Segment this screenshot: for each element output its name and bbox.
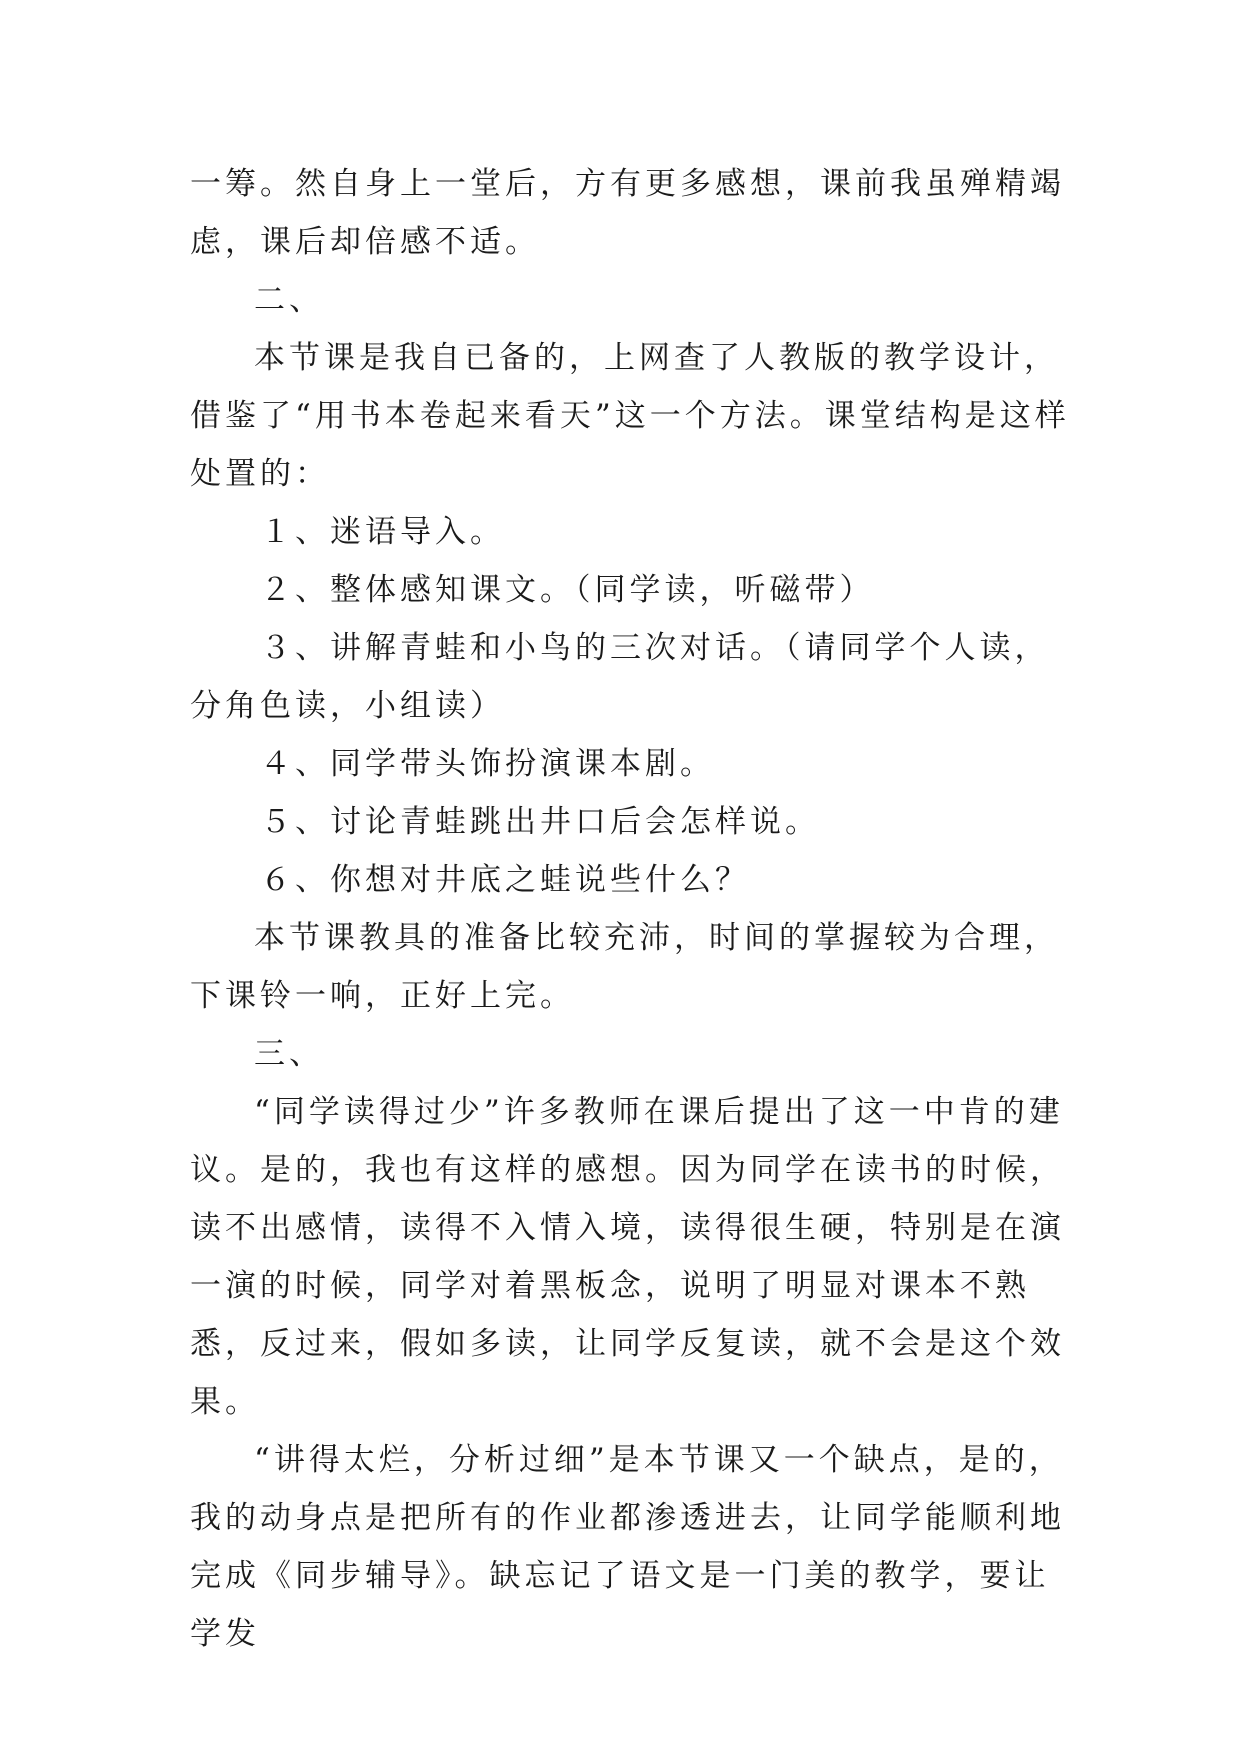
section-heading-three: 三、 — [254, 1036, 324, 1072]
paragraph-continuation: 一筹。然自身上一堂后，方有更多感想，课前我虽殚精竭虑，课后却倍感不适。 — [190, 166, 1065, 260]
paragraph-teaching-aids: 本节课教具的准备比较充沛，时间的掌握较为合理，下课铃一响，正好上完。 — [190, 920, 1059, 1014]
list-item-4: ４、同学带头饰扮演课本剧。 — [260, 746, 715, 782]
list-item-3: ３、讲解青蛙和小鸟的三次对话。（请同学个人读，分角色读，小组读） — [190, 630, 1050, 724]
paragraph-reading-too-little: “同学读得过少”许多教师在课后提出了这一中肯的建议。是的，我也有这样的感想。因为同学在读书的时候，读不出感情，读得不入情入境，读得很生硬，特别是在演一演的时候，同学对着黑板念，说明了明显对课本不熟悉，反过来，假如多读，让同学反复读，就不会是这个效果。 — [190, 1094, 1065, 1420]
list-item-6: ６、你想对井底之蛙说些什么？ — [260, 862, 750, 898]
list-item-5: ５、讨论青蛙跳出井口后会怎样说。 — [260, 804, 820, 840]
section-heading-two: 二、 — [254, 282, 324, 318]
paragraph-lesson-prep: 本节课是我自已备的，上网查了人教版的教学设计，借鉴了“用书本卷起来看天”这一个方法。课堂结构是这样处置的： — [190, 340, 1070, 492]
paragraph-over-analysis: “讲得太烂，分析过细”是本节课又一个缺点，是的，我的动身点是把所有的作业都渗透进去，让同学能顺利地完成《同步辅导》。缺忘记了语文是一门美的教学，要让学发 — [190, 1442, 1065, 1652]
document-body — [190, 155, 1070, 1663]
list-item-2: ２、整体感知课文。（同学读，听磁带） — [260, 572, 875, 608]
list-item-1: １、迷语导入。 — [260, 514, 505, 550]
